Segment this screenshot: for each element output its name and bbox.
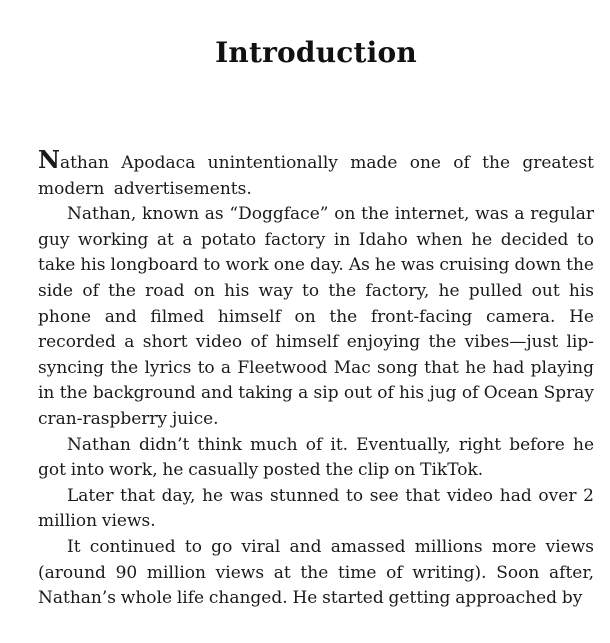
paragraph-two-million-views: Later that day, he was stunned to see that video had over 2 million views. xyxy=(38,485,594,532)
drop-cap-initial: N xyxy=(38,145,60,174)
opening-paragraph xyxy=(38,145,594,202)
paragraph-doggface-story: Nathan, known as “Doggface” on the internet, was a regular guy working at a potato factory in Idaho when he decided to take his longboard to work one day. As he was cruising down the side of the road on his way to the factory, he pulled out his phone and filmed himself on the front-facing camera. He recorded a short video of himself enjoying the vibes—just lip-syncing the lyrics to a Fleetwood Mac song that he had playing in the background and taking a sip out of his jug of Ocean Spray cran-raspberry juice. xyxy=(38,204,594,429)
chapter-title: Introduction xyxy=(215,36,417,69)
chapter-body xyxy=(38,145,594,612)
opening-paragraph-text: athan Apodaca unintentionally made one of the greatest modern advertisements. xyxy=(38,153,594,199)
paragraph-posted-clip: Nathan didn’t think much of it. Eventually, right before he got into work, he casually posted the clip on TikTok. xyxy=(38,434,594,481)
book-page xyxy=(38,0,594,609)
paragraph-went-viral: It continued to go viral and amassed millions more views (around 90 million views at the time of writing). Soon after, Nathan’s whole life changed. He started getting approached by xyxy=(38,536,594,609)
